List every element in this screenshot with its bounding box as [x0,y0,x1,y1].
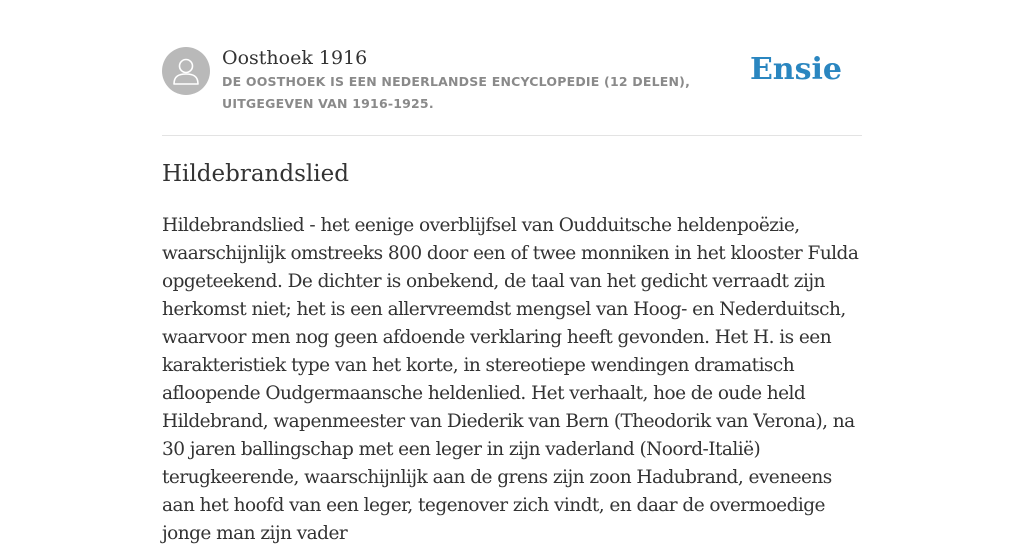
source-header [162,44,862,136]
brand-logo[interactable]: Ensie [749,52,842,87]
article-body: Hildebrandslied - het eenige overblijfsel van Oudduitsche heldenpoëzie, waarschijnlijk omstreeks 800 door een of twee monniken in het klooster Fulda opgeteekend. De dichter is onbekend, de taal van het gedicht verraadt zijn herkomst niet; het is een allervreemdst mengsel van Hoog- en Nederduitsch, waarvoor men nog geen afdoende verklaring heeft gevonden. Het H. is een karakteristiek type van het korte, in stereotiepe wendingen dramatisch afloopende Oudgermaansche heldenlied. Het verhaalt, hoe de oude held Hildebrand, wapenmeester van Diederik van Bern (Theodorik van Verona), na 30 jaren ballingschap met een leger in zijn vaderland (Noord-Italië) terugkeerende, waarschijnlijk aan de grens zijn zoon Hadubrand, eveneens aan het hoofd van een leger, tegenover zich vindt, en daar de overmoedige jonge man zijn vader [162,215,859,544]
article-title: Hildebrandslied [162,161,349,187]
source-title[interactable]: Oosthoek 1916 [222,47,368,69]
user-icon [162,47,210,95]
avatar[interactable] [162,47,210,95]
source-description: DE OOSTHOEK IS EEN NEDERLANDSE ENCYCLOPEDIE (12 DELEN), UITGEGEVEN VAN 1916-1925. [222,74,691,111]
